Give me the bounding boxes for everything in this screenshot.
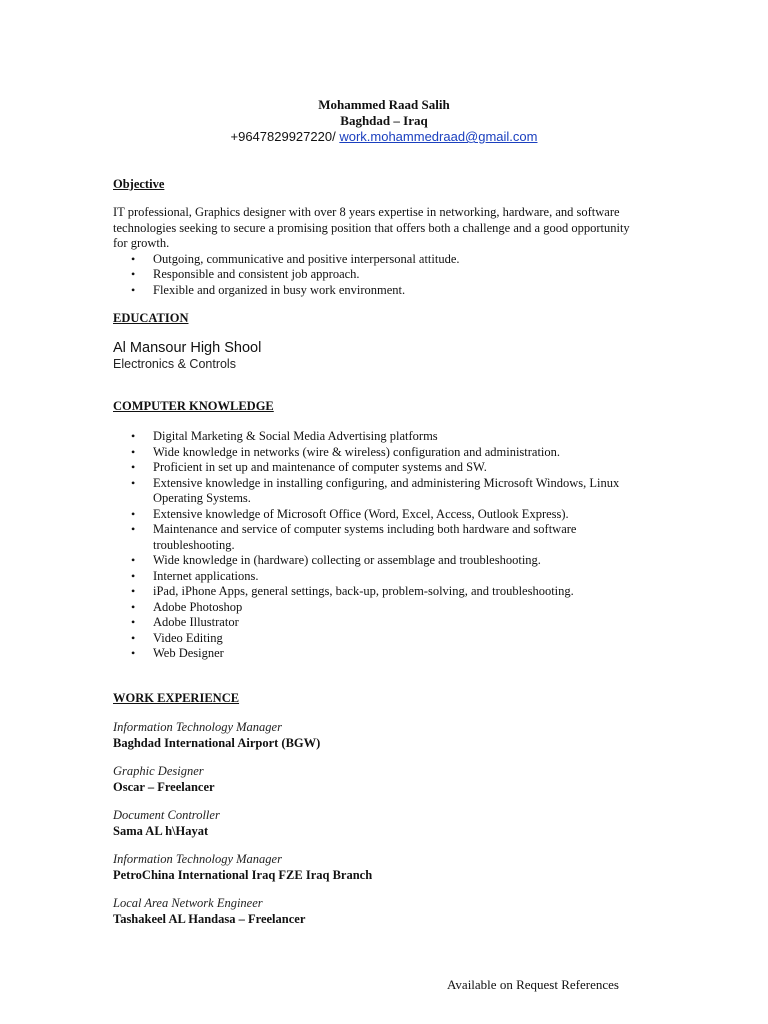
list-item: • Proficient in set up and maintenance of computer systems and SW. [131, 460, 487, 474]
computer-knowledge-title: COMPUTER KNOWLEDGE [113, 399, 274, 413]
list-item: • iPad, iPhone Apps, general settings, back-up, problem-solving, and troubleshooting. [131, 584, 574, 598]
job-title: Graphic Designer [113, 764, 204, 778]
job-title: Local Area Network Engineer [113, 896, 263, 910]
list-item: • Digital Marketing & Social Media Advertising platforms [131, 429, 438, 443]
job-title: Information Technology Manager [113, 852, 282, 866]
references-note: Available on Request References [447, 977, 619, 992]
objective-section [113, 176, 633, 298]
job-entry [113, 720, 633, 751]
job-title: Document Controller [113, 808, 220, 822]
computer-knowledge-list [113, 429, 633, 662]
school-name: Al Mansour High Shool [113, 340, 262, 356]
list-item: • Adobe Illustrator [131, 615, 239, 629]
objective-text: IT professional, Graphics designer with over 8 years expertise in networking, hardware, and software technologies seeking to secure a promising position that offers both a challenge and a good opportunity for growth. [113, 205, 630, 250]
job-title: Information Technology Manager [113, 720, 282, 734]
list-item: • Extensive knowledge of Microsoft Office (Word, Excel, Access, Outlook Express). [131, 506, 569, 521]
phone-number: +9647829927220/ [230, 129, 336, 144]
list-item: • Adobe Photoshop [131, 599, 243, 614]
work-experience-section [113, 690, 633, 940]
candidate-location: Baghdad – Iraq [340, 113, 428, 128]
job-entry [113, 896, 633, 927]
list-item: • Outgoing, communicative and positive interpersonal attitude. [131, 251, 460, 266]
list-item: • Wide knowledge in networks (wire & wireless) configuration and administration. [131, 444, 561, 459]
list-item: • Web Designer [131, 646, 224, 660]
list-item: • Wide knowledge in (hardware) collecting or assemblage and troubleshooting. [131, 553, 541, 567]
job-organization: Tashakeel AL Handasa – Freelancer [113, 911, 306, 926]
job-organization: PetroChina International Iraq FZE Iraq Branch [113, 867, 373, 882]
job-organization: Sama AL h\Hayat [113, 823, 209, 838]
computer-knowledge-section [113, 398, 633, 662]
objective-bullets [113, 252, 633, 299]
email-link[interactable]: work.mohammedraad@gmail.com [339, 129, 538, 144]
contact-line [0, 129, 768, 145]
school-field: Electronics & Controls [113, 357, 236, 371]
list-item: • Video Editing [131, 630, 223, 645]
job-entry [113, 852, 633, 883]
list-item: • Extensive knowledge in installing configuring, and administering Microsoft Windows, Linux Operating Systems. [131, 475, 620, 505]
education-section [113, 310, 633, 372]
candidate-name: Mohammed Raad Salih [318, 97, 450, 112]
job-entry [113, 764, 633, 795]
job-entry [113, 808, 633, 839]
work-experience-title: WORK EXPERIENCE [113, 691, 240, 705]
resume-header [0, 97, 768, 145]
objective-title: Objective [113, 177, 165, 191]
job-organization: Baghdad International Airport (BGW) [113, 735, 321, 750]
list-item: • Flexible and organized in busy work environment. [131, 282, 406, 297]
list-item: • Responsible and consistent job approach. [131, 267, 360, 281]
list-item: • Maintenance and service of computer systems including both hardware and software troubleshooting. [131, 522, 577, 552]
list-item: • Internet applications. [131, 568, 259, 583]
job-organization: Oscar – Freelancer [113, 779, 215, 794]
education-title: EDUCATION [113, 311, 189, 325]
